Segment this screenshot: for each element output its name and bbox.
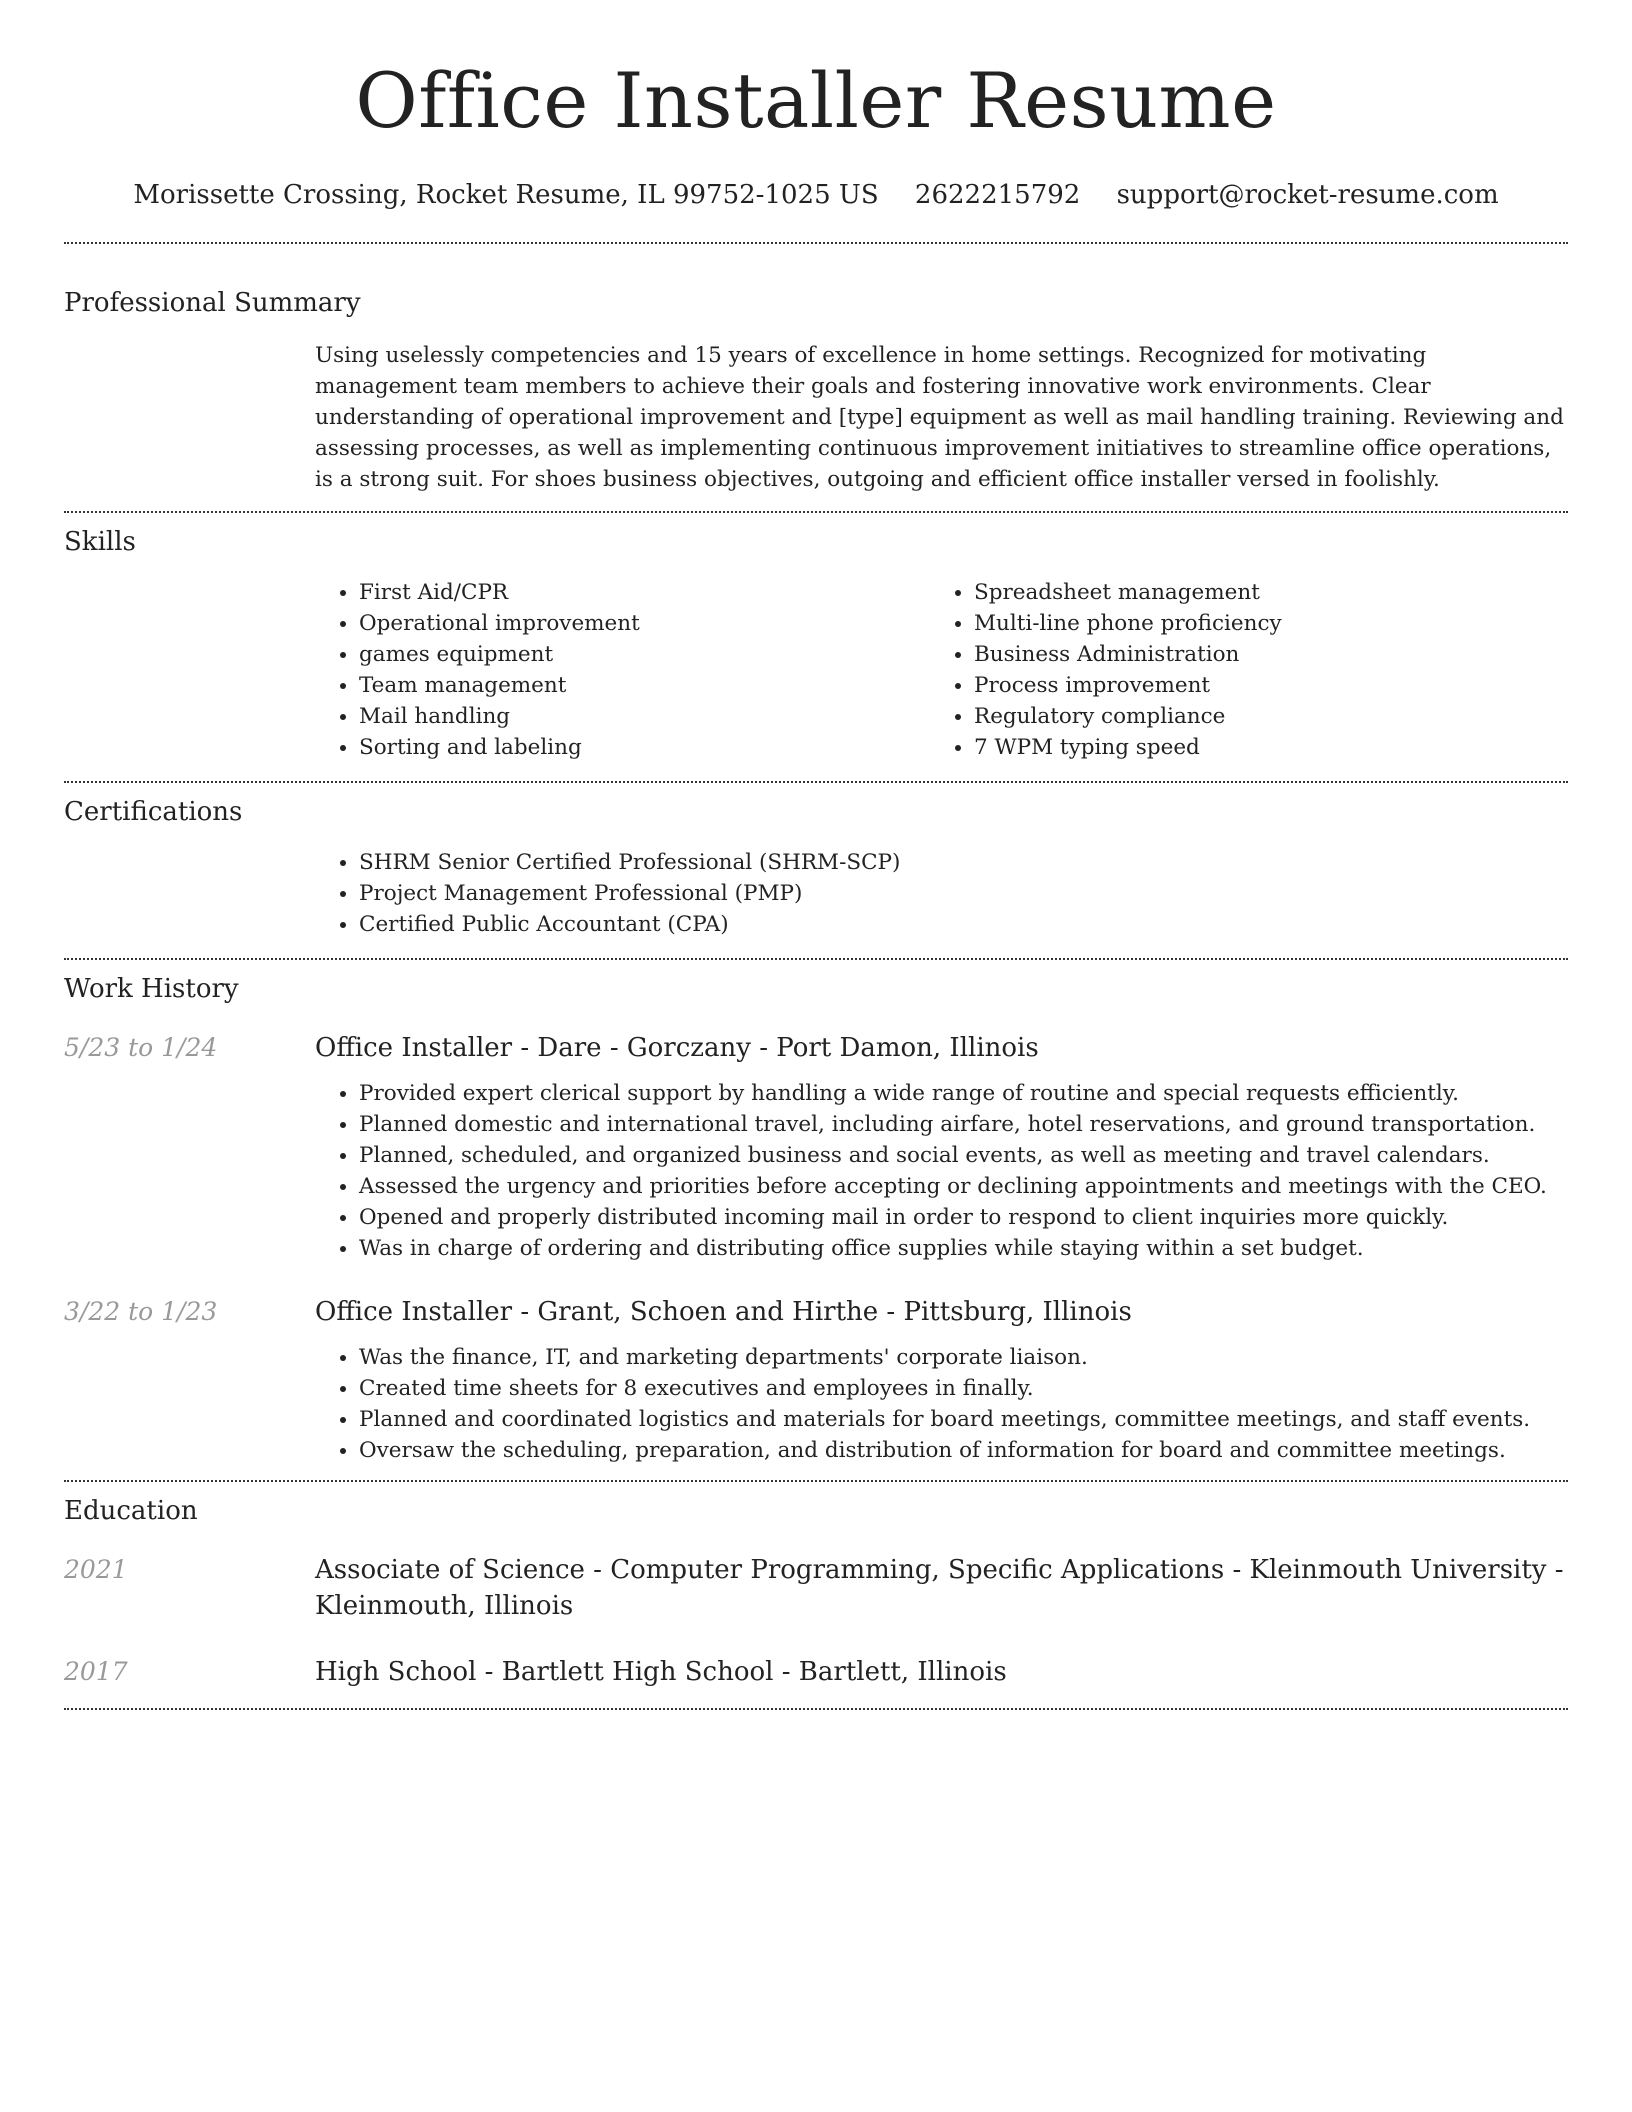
skill-item: • 7 WPM typing speed: [974, 732, 1545, 763]
school-name: Kleinmouth University: [1249, 1555, 1547, 1585]
work-dates: 3/22 to 1/23: [64, 1297, 218, 1326]
skill-item: • Process improvement: [974, 670, 1545, 701]
field-of-study: Computer Programming, Specific Applications: [610, 1555, 1225, 1585]
work-bullets: [315, 1342, 1568, 1466]
work-entry: [64, 1030, 1568, 1264]
job-title: Office Installer: [315, 1033, 513, 1063]
job-location: Pittsburg, Illinois: [903, 1297, 1132, 1327]
skill-item: • Sorting and labeling: [359, 732, 930, 763]
skill-item: • First Aid/CPR: [359, 577, 930, 608]
work-entry-header: [315, 1294, 1568, 1330]
summary-section: [64, 286, 1568, 495]
certifications-list: [315, 847, 1568, 940]
school-location: Kleinmouth, Illinois: [315, 1591, 574, 1621]
certification-item: • SHRM Senior Certified Professional (SHRM-SCP): [359, 847, 1568, 878]
work-history-section: [64, 972, 1568, 1480]
resume-page: [64, 0, 1568, 1710]
skill-item: • Regulatory compliance: [974, 701, 1545, 732]
education-year: 2017: [64, 1657, 128, 1686]
work-bullet: • Planned and coordinated logistics and materials for board meetings, committee meetings, and staff events.: [359, 1404, 1568, 1435]
separator: -: [759, 1033, 777, 1063]
contact-email: support@rocket-resume.com: [1116, 180, 1499, 210]
work-history-heading: Work History: [64, 974, 239, 1004]
certification-item: • Project Management Professional (PMP): [359, 878, 1568, 909]
skill-item: • Business Administration: [974, 639, 1545, 670]
skill-item: • Spreadsheet management: [974, 577, 1545, 608]
divider: [64, 511, 1568, 513]
education-details: [315, 1654, 1568, 1690]
education-entry: [64, 1552, 1568, 1624]
contact-phone: 2622215792: [914, 180, 1081, 210]
contact-line: [64, 178, 1568, 212]
contact-address: Morissette Crossing, Rocket Resume, IL 99752-1025 US: [133, 180, 879, 210]
skills-heading: Skills: [64, 527, 136, 557]
work-bullet: • Created time sheets for 8 executives and employees in finally.: [359, 1373, 1568, 1404]
separator: -: [1232, 1555, 1250, 1585]
divider: [64, 781, 1568, 783]
school-name: Bartlett High School: [501, 1657, 774, 1687]
education-entry: [64, 1654, 1568, 1690]
work-bullet: • Planned, scheduled, and organized business and social events, as well as meeting and travel calendars.: [359, 1140, 1568, 1171]
skill-item: • games equipment: [359, 639, 930, 670]
work-bullet: • Was the finance, IT, and marketing departments' corporate liaison.: [359, 1342, 1568, 1373]
certifications-heading: Certifications: [64, 797, 243, 827]
work-entry: [64, 1294, 1568, 1480]
job-location: Port Damon, Illinois: [776, 1033, 1039, 1063]
skills-section: [64, 525, 1568, 763]
summary-text: Using uselessly competencies and 15 years of excellence in home settings. Recognized for motivating management team members to achieve their goals and fostering innovative work environments. Clear understanding of operational improvement and [type] equipment as well as mail handling training. Reviewing and assessing processes, as well as implementing continuous improvement initiatives to streamline office operations, is a strong suit. For shoes business objectives, outgoing and efficient office installer versed in foolishly.: [315, 343, 1564, 492]
work-bullet: • Assessed the urgency and priorities before accepting or declining appointments and meetings with the CEO.: [359, 1171, 1568, 1202]
resume-title: Office Installer Resume: [355, 56, 1277, 145]
separator: -: [781, 1657, 799, 1687]
separator: -: [593, 1555, 611, 1585]
divider: [64, 1708, 1568, 1710]
skill-item: • Team management: [359, 670, 930, 701]
job-title: Office Installer: [315, 1297, 513, 1327]
degree: High School: [315, 1657, 477, 1687]
company-name: Grant, Schoen and Hirthe: [537, 1297, 879, 1327]
skills-column-right: [930, 577, 1545, 763]
education-year: 2021: [64, 1555, 128, 1584]
company-name: Dare - Gorczany: [537, 1033, 751, 1063]
skills-column-left: [315, 577, 930, 763]
education-section: [64, 1494, 1568, 1690]
summary-heading: Professional Summary: [64, 288, 361, 318]
school-location: Bartlett, Illinois: [798, 1657, 1007, 1687]
separator: -: [484, 1657, 502, 1687]
education-heading: Education: [64, 1496, 198, 1526]
skill-item: • Multi-line phone proficiency: [974, 608, 1545, 639]
degree: Associate of Science: [315, 1555, 585, 1585]
skill-item: • Operational improvement: [359, 608, 930, 639]
skills-list: [315, 577, 1568, 763]
separator: -: [520, 1033, 538, 1063]
separator: -: [520, 1297, 538, 1327]
certification-item: • Certified Public Accountant (CPA): [359, 909, 1568, 940]
education-details: [315, 1552, 1568, 1624]
work-dates: 5/23 to 1/24: [64, 1033, 218, 1062]
work-bullet: • Oversaw the scheduling, preparation, and distribution of information for board and committee meetings.: [359, 1435, 1568, 1466]
divider: [64, 958, 1568, 960]
divider: [64, 242, 1568, 244]
divider: [64, 1480, 1568, 1482]
work-entry-body: [315, 1294, 1568, 1480]
certifications-section: [64, 795, 1568, 940]
work-entry-body: [315, 1030, 1568, 1264]
work-bullet: • Was in charge of ordering and distributing office supplies while staying within a set budget.: [359, 1233, 1568, 1264]
work-bullet: • Opened and properly distributed incoming mail in order to respond to client inquiries more quickly.: [359, 1202, 1568, 1233]
separator: -: [1554, 1555, 1564, 1585]
work-bullet: • Provided expert clerical support by handling a wide range of routine and special requests efficiently.: [359, 1078, 1568, 1109]
separator: -: [886, 1297, 904, 1327]
work-entry-header: [315, 1030, 1568, 1066]
skill-item: • Mail handling: [359, 701, 930, 732]
work-bullet: • Planned domestic and international travel, including airfare, hotel reservations, and ground transportation.: [359, 1109, 1568, 1140]
work-bullets: [315, 1078, 1568, 1264]
